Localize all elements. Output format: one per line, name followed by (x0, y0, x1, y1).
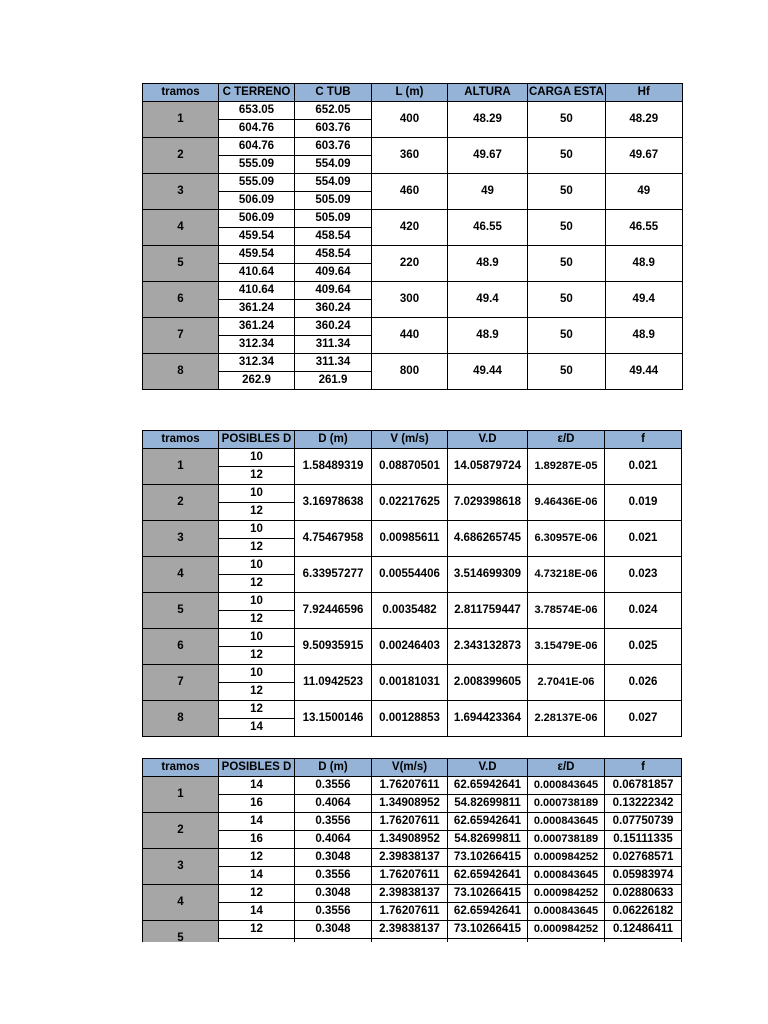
c-terreno-cell: 312.34 (219, 336, 295, 354)
hf-cell: 48.9 (605, 246, 682, 282)
posible-d-cell: 12 (219, 849, 295, 867)
posible-d-cell: 16 (219, 831, 295, 849)
altura-cell: 48.29 (448, 102, 528, 138)
hf-cell: 49.67 (605, 138, 682, 174)
tramo-cell: 4 (143, 557, 219, 593)
friccion-cell: 0.02880633 (605, 885, 682, 903)
velocidad-cell: 1.76207611 (372, 777, 448, 795)
header-cell: ALTURA (448, 84, 528, 102)
diametro-cell: 0.3048 (295, 921, 372, 939)
tramo-cell: 7 (143, 665, 219, 701)
friccion-cell: 0.06226182 (605, 903, 682, 921)
header-cell: D (m) (295, 759, 372, 777)
hf-cell: 49.44 (605, 354, 682, 390)
header-cell: L (m) (372, 84, 448, 102)
c-tub-cell: 603.76 (295, 138, 372, 156)
longitud-cell: 220 (372, 246, 448, 282)
posible-d-cell: 10 (219, 449, 295, 467)
velocidad-cell: 0.0035482 (372, 593, 448, 629)
rugosidad-relativa-cell: 9.46436E-06 (528, 485, 605, 521)
header-cell: CARGA ESTA (528, 84, 606, 102)
c-terreno-cell: 459.54 (219, 228, 295, 246)
posible-d-cell: 12 (219, 503, 295, 521)
table-row (143, 939, 682, 943)
c-terreno-cell: 410.64 (219, 264, 295, 282)
friccion-cell: 0.15111335 (605, 831, 682, 849)
c-tub-cell: 458.54 (295, 246, 372, 264)
vd-cell: 54.82699811 (448, 831, 528, 849)
vd-cell: 1.694423364 (448, 701, 528, 737)
carga-estatica-cell: 50 (528, 318, 606, 354)
friccion-cell: 0.07750739 (605, 813, 682, 831)
vd-cell: 62.65942641 (448, 813, 528, 831)
posible-d-cell: 14 (219, 867, 295, 885)
header-cell: tramos (143, 759, 219, 777)
altura-cell: 49.4 (448, 282, 528, 318)
carga-estatica-cell: 50 (528, 102, 606, 138)
diametro-cell: 11.0942523 (295, 665, 372, 701)
rugosidad-relativa-cell: 0.000984252 (528, 849, 605, 867)
diametro-cell: 4.75467958 (295, 521, 372, 557)
posible-d-cell: 10 (219, 557, 295, 575)
c-tub-cell: 360.24 (295, 300, 372, 318)
friccion-cell: 0.026 (605, 665, 682, 701)
table-row (143, 921, 682, 939)
c-terreno-cell: 459.54 (219, 246, 295, 264)
velocidad-cell: 0.00554406 (372, 557, 448, 593)
posible-d-cell: 12 (219, 611, 295, 629)
vd-cell: 62.65942641 (448, 867, 528, 885)
posible-d-cell: 10 (219, 521, 295, 539)
posible-d-cell (219, 939, 295, 943)
tramo-cell: 3 (143, 849, 219, 885)
rugosidad-relativa-cell: 0.000843645 (528, 867, 605, 885)
rugosidad-relativa-cell: 0.000843645 (528, 813, 605, 831)
friccion-cell: 0.019 (605, 485, 682, 521)
rugosidad-relativa-cell: 0.000738189 (528, 831, 605, 849)
vd-cell (448, 939, 528, 943)
header-cell: V.D (448, 759, 528, 777)
velocidad-cell: 2.39838137 (372, 885, 448, 903)
altura-cell: 46.55 (448, 210, 528, 246)
c-terreno-cell: 410.64 (219, 282, 295, 300)
vd-cell: 14.05879724 (448, 449, 528, 485)
rugosidad-relativa-cell: 2.7041E-06 (528, 665, 605, 701)
posible-d-cell: 10 (219, 665, 295, 683)
c-terreno-cell: 506.09 (219, 210, 295, 228)
table-row (143, 903, 682, 921)
longitud-cell: 800 (372, 354, 448, 390)
friccion-cell: 0.021 (605, 521, 682, 557)
tramo-cell: 8 (143, 701, 219, 737)
vd-cell: 73.10266415 (448, 885, 528, 903)
c-tub-cell: 554.09 (295, 156, 372, 174)
diametro-cell: 0.4064 (295, 831, 372, 849)
posible-d-cell: 10 (219, 629, 295, 647)
c-terreno-cell: 653.05 (219, 102, 295, 120)
c-terreno-cell: 312.34 (219, 354, 295, 372)
posible-d-cell: 12 (219, 701, 295, 719)
header-cell: ε/D (528, 759, 605, 777)
rugosidad-relativa-cell: 0.000738189 (528, 795, 605, 813)
diametro-cell: 0.3556 (295, 903, 372, 921)
vd-cell: 73.10266415 (448, 849, 528, 867)
c-terreno-cell: 555.09 (219, 156, 295, 174)
header-cell: POSIBLES D (219, 759, 295, 777)
table-row (143, 777, 682, 795)
hf-cell: 48.9 (605, 318, 682, 354)
velocidad-cell: 0.02217625 (372, 485, 448, 521)
friccion-cell: 0.024 (605, 593, 682, 629)
tramo-cell: 3 (143, 174, 219, 210)
tramo-cell: 6 (143, 629, 219, 665)
posible-d-cell: 10 (219, 485, 295, 503)
c-tub-cell: 409.64 (295, 282, 372, 300)
c-tub-cell: 652.05 (295, 102, 372, 120)
diametro-cell: 1.58489319 (295, 449, 372, 485)
diametro-cell (295, 939, 372, 943)
header-cell: f (605, 759, 682, 777)
velocidad-cell: 1.76207611 (372, 867, 448, 885)
velocidad-cell: 1.76207611 (372, 813, 448, 831)
velocidad-cell: 0.00246403 (372, 629, 448, 665)
header-cell: tramos (143, 84, 219, 102)
diametro-cell: 0.3556 (295, 777, 372, 795)
vd-cell: 3.514699309 (448, 557, 528, 593)
rugosidad-relativa-cell: 6.30957E-06 (528, 521, 605, 557)
velocidad-cell: 1.76207611 (372, 903, 448, 921)
table-body (143, 777, 682, 943)
c-terreno-cell: 555.09 (219, 174, 295, 192)
posible-d-cell: 12 (219, 683, 295, 701)
friccion-cell: 0.021 (605, 449, 682, 485)
c-tub-cell: 360.24 (295, 318, 372, 336)
c-tub-cell: 311.34 (295, 336, 372, 354)
rugosidad-relativa-cell: 3.15479E-06 (528, 629, 605, 665)
vd-cell: 73.10266415 (448, 921, 528, 939)
hf-cell: 46.55 (605, 210, 682, 246)
carga-estatica-cell: 50 (528, 210, 606, 246)
diametro-cell: 0.3048 (295, 885, 372, 903)
rugosidad-relativa-cell (528, 939, 605, 943)
c-tub-cell: 554.09 (295, 174, 372, 192)
c-tub-cell: 458.54 (295, 228, 372, 246)
velocidad-cell: 0.00985611 (372, 521, 448, 557)
posible-d-cell: 14 (219, 719, 295, 737)
diametro-cell: 0.4064 (295, 795, 372, 813)
header-cell: tramos (143, 431, 219, 449)
header-cell: C TUB (295, 84, 372, 102)
tramo-cell: 4 (143, 885, 219, 921)
c-terreno-cell: 262.9 (219, 372, 295, 390)
tramo-cell: 5 (143, 921, 219, 943)
velocidad-cell: 1.34908952 (372, 831, 448, 849)
header-cell: POSIBLES D (219, 431, 295, 449)
table-header-row (143, 759, 682, 777)
vd-cell: 54.82699811 (448, 795, 528, 813)
header-cell: V(m/s) (372, 759, 448, 777)
tramo-cell: 2 (143, 485, 219, 521)
posible-d-cell: 16 (219, 795, 295, 813)
altura-cell: 48.9 (448, 318, 528, 354)
longitud-cell: 440 (372, 318, 448, 354)
c-tub-cell: 603.76 (295, 120, 372, 138)
tramo-cell: 1 (143, 449, 219, 485)
header-cell: f (605, 431, 682, 449)
posible-d-cell: 14 (219, 777, 295, 795)
diametro-cell: 0.3048 (295, 849, 372, 867)
tramo-cell: 2 (143, 138, 219, 174)
table-row (143, 813, 682, 831)
tramo-cell: 3 (143, 521, 219, 557)
longitud-cell: 360 (372, 138, 448, 174)
friccion-cell: 0.13222342 (605, 795, 682, 813)
hf-cell: 48.29 (605, 102, 682, 138)
tramo-cell: 5 (143, 593, 219, 629)
table-diametros-comerciales (142, 758, 682, 942)
tramo-cell: 6 (143, 282, 219, 318)
hf-cell: 49 (605, 174, 682, 210)
carga-estatica-cell: 50 (528, 138, 606, 174)
altura-cell: 48.9 (448, 246, 528, 282)
posible-d-cell: 12 (219, 885, 295, 903)
tramo-cell: 2 (143, 813, 219, 849)
longitud-cell: 460 (372, 174, 448, 210)
velocidad-cell: 2.39838137 (372, 921, 448, 939)
carga-estatica-cell: 50 (528, 354, 606, 390)
c-terreno-cell: 506.09 (219, 192, 295, 210)
altura-cell: 49 (448, 174, 528, 210)
rugosidad-relativa-cell: 0.000984252 (528, 921, 605, 939)
rugosidad-relativa-cell: 4.73218E-06 (528, 557, 605, 593)
velocidad-cell: 1.34908952 (372, 795, 448, 813)
posible-d-cell: 14 (219, 903, 295, 921)
c-terreno-cell: 604.76 (219, 138, 295, 156)
tramo-cell: 4 (143, 210, 219, 246)
header-cell: V.D (448, 431, 528, 449)
velocidad-cell: 0.00128853 (372, 701, 448, 737)
vd-cell: 62.65942641 (448, 903, 528, 921)
header-cell: Hf (605, 84, 682, 102)
carga-estatica-cell: 50 (528, 282, 606, 318)
diametro-cell: 6.33957277 (295, 557, 372, 593)
vd-cell: 4.686265745 (448, 521, 528, 557)
c-tub-cell: 409.64 (295, 264, 372, 282)
vd-cell: 2.008399605 (448, 665, 528, 701)
friccion-cell: 0.05983974 (605, 867, 682, 885)
friccion-cell (605, 939, 682, 943)
posible-d-cell: 12 (219, 539, 295, 557)
rugosidad-relativa-cell: 3.78574E-06 (528, 593, 605, 629)
friccion-cell: 0.023 (605, 557, 682, 593)
tramo-cell: 8 (143, 354, 219, 390)
tramo-cell: 1 (143, 777, 219, 813)
longitud-cell: 420 (372, 210, 448, 246)
diametro-cell: 0.3556 (295, 813, 372, 831)
diametro-cell: 7.92446596 (295, 593, 372, 629)
posible-d-cell: 12 (219, 921, 295, 939)
velocidad-cell: 2.39838137 (372, 849, 448, 867)
table-row (143, 867, 682, 885)
carga-estatica-cell: 50 (528, 174, 606, 210)
rugosidad-relativa-cell: 2.28137E-06 (528, 701, 605, 737)
vd-cell: 2.811759447 (448, 593, 528, 629)
carga-estatica-cell: 50 (528, 246, 606, 282)
tramo-cell: 7 (143, 318, 219, 354)
friccion-cell: 0.027 (605, 701, 682, 737)
posible-d-cell: 12 (219, 575, 295, 593)
c-tub-cell: 505.09 (295, 210, 372, 228)
c-terreno-cell: 361.24 (219, 300, 295, 318)
velocidad-cell: 0.08870501 (372, 449, 448, 485)
tramo-cell: 5 (143, 246, 219, 282)
c-terreno-cell: 604.76 (219, 120, 295, 138)
friccion-cell: 0.12486411 (605, 921, 682, 939)
rugosidad-relativa-cell: 0.000843645 (528, 777, 605, 795)
vd-cell: 7.029398618 (448, 485, 528, 521)
friccion-cell: 0.06781857 (605, 777, 682, 795)
rugosidad-relativa-cell: 1.89287E-05 (528, 449, 605, 485)
c-tub-cell: 311.34 (295, 354, 372, 372)
c-terreno-cell: 361.24 (219, 318, 295, 336)
longitud-cell: 400 (372, 102, 448, 138)
header-cell: ε/D (528, 431, 605, 449)
altura-cell: 49.44 (448, 354, 528, 390)
friccion-cell: 0.02768571 (605, 849, 682, 867)
diametro-cell: 3.16978638 (295, 485, 372, 521)
header-cell: V (m/s) (372, 431, 448, 449)
table-row (143, 885, 682, 903)
header-cell: C TERRENO (219, 84, 295, 102)
table-row (143, 795, 682, 813)
posible-d-cell: 12 (219, 647, 295, 665)
posible-d-cell: 10 (219, 593, 295, 611)
c-tub-cell: 505.09 (295, 192, 372, 210)
diametro-cell: 13.1500146 (295, 701, 372, 737)
altura-cell: 49.67 (448, 138, 528, 174)
velocidad-cell: 0.00181031 (372, 665, 448, 701)
velocidad-cell (372, 939, 448, 943)
longitud-cell: 300 (372, 282, 448, 318)
hf-cell: 49.4 (605, 282, 682, 318)
diametro-cell: 9.50935915 (295, 629, 372, 665)
posible-d-cell: 12 (219, 467, 295, 485)
rugosidad-relativa-cell: 0.000984252 (528, 885, 605, 903)
vd-cell: 2.343132873 (448, 629, 528, 665)
tramo-cell: 1 (143, 102, 219, 138)
friccion-cell: 0.025 (605, 629, 682, 665)
table-row (143, 849, 682, 867)
rugosidad-relativa-cell: 0.000843645 (528, 903, 605, 921)
table-row (143, 831, 682, 849)
posible-d-cell: 14 (219, 813, 295, 831)
header-cell: D (m) (295, 431, 372, 449)
c-tub-cell: 261.9 (295, 372, 372, 390)
vd-cell: 62.65942641 (448, 777, 528, 795)
diametro-cell: 0.3556 (295, 867, 372, 885)
